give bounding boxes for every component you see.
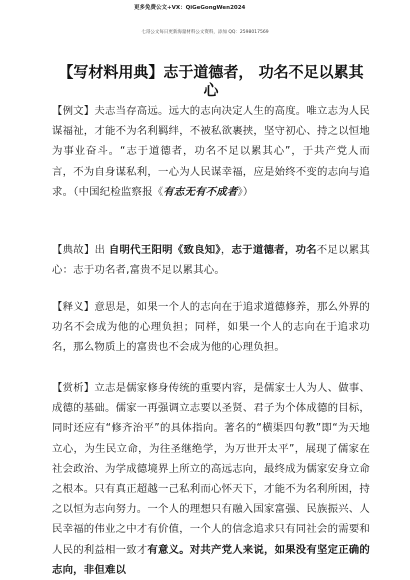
example-tag: 【例文】	[52, 105, 95, 117]
classic-paragraph	[52, 240, 370, 280]
meaning-paragraph	[52, 297, 370, 358]
appreciation-body: 立志是儒家修身传统的重要内容，是儒家士人为人、做事、成德的基础。儒家一再强调立志要以圣贤、君子为个体成德的目标，同时还应有“修齐治平”的具体指向。著名的“横渠四句教”即“为天地立心，为生民立命，为往圣继绝学，为万世开太平”，展现了儒家在社会政治、为学成德境界上所立的高远志向，最终成为儒家安身立命之根本。只有真正超越一己私利而心怀天下，才能不为名利所困，持之以恒为志向努力。一个人的理想只有融入国家富强、民族振兴、人民幸福的伟业之中才有价值，一个人的信念追求只有同社会的需要和人民的利益相一致才	[52, 382, 370, 556]
appreciation-bold-tail: 有意义。对共产党人来说，如果没有坚定正确的志向，非但难以	[52, 543, 370, 576]
classic-tag: 【典故】	[52, 244, 95, 256]
meaning-body: 意思是，如果一个人的志向在于追求道德修养，那么外界的功名不会成为他的心理负担；同样，如果一个人的志向在于追求功名，那么物质上的富贵也不会成为他的心理负担。	[52, 301, 370, 354]
example-body: 夫志当存高远。远大的志向决定人生的高度。唯立志为人民谋福祉，才能不为名利羁绊，不被私欲裹挟，坚守初心、持之以恒地为事业奋斗。“志于道德者，功名不足以累其心”，于共产党人而言，不为自身谋私利，一心为人民谋幸福，应是始终不变的志向与追求。（中国纪检监察报《	[52, 105, 370, 198]
appreciation-tag: 【赏析】	[52, 382, 95, 394]
classic-source: 自明代王阳明《致良知》	[108, 244, 221, 256]
example-close: 》）	[237, 185, 254, 198]
header-contact-note: 七哥公文每日更新海量材料公文资料，添加 QQ：2598017569	[141, 30, 269, 35]
meaning-tag: 【释义】	[52, 301, 95, 313]
example-paragraph	[52, 101, 370, 202]
classic-quote: 志于道德者，功名	[231, 244, 317, 256]
page-title: 【写材料用典】志于道德者， 功名不足以累其心	[58, 63, 364, 99]
classic-rest: 不足以累其心：志于功名者,富贵不足以累其心。	[52, 244, 370, 277]
classic-source-prefix: 出	[94, 244, 109, 256]
header-promo-note: 更多免费公文+VX：QiGeGongWen2024	[134, 5, 246, 11]
example-source-title: 有志无有不成者	[163, 185, 238, 198]
classic-sep: ，	[220, 244, 232, 256]
appreciation-paragraph	[52, 378, 370, 580]
